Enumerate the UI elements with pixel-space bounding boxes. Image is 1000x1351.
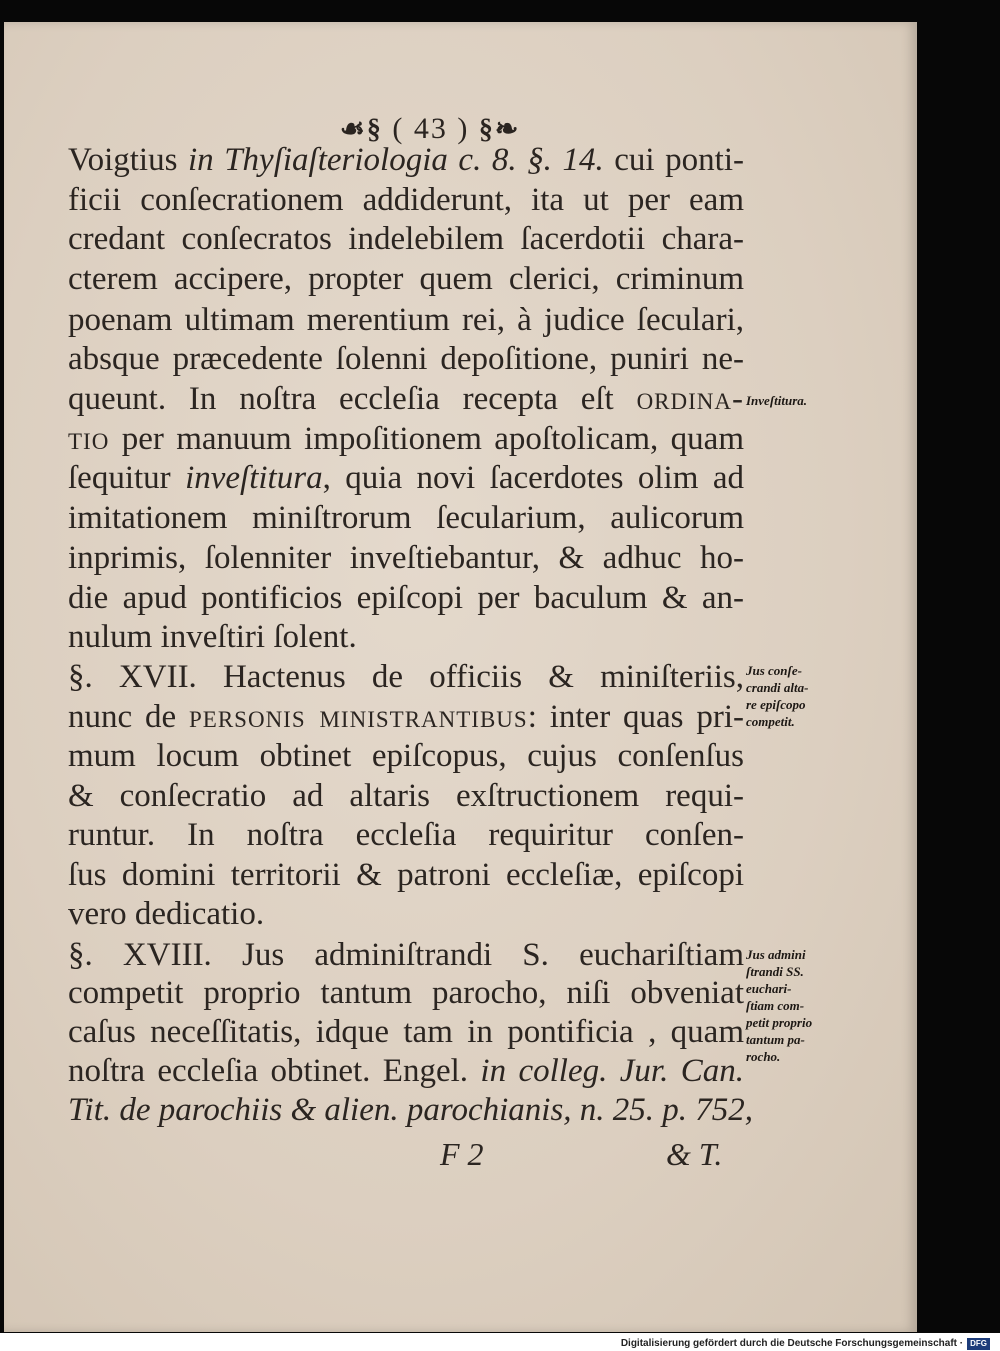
marginal-note-line: Jus conſe-	[746, 663, 802, 678]
marginal-note-line: tantum pa-	[746, 1032, 805, 1047]
catchword: & T.	[666, 1136, 723, 1172]
text-line	[68, 973, 744, 1013]
text-line	[68, 498, 744, 538]
text-line	[68, 617, 744, 657]
italic-text: inveſtitura	[185, 460, 323, 496]
text-line	[68, 736, 744, 776]
text-run: die apud pontificios epiſcopi per baculum & an-	[68, 580, 744, 616]
marginal-note-investitura	[746, 392, 846, 409]
small-caps-text: tio	[68, 421, 110, 457]
marginal-note-eucharist	[746, 946, 846, 1065]
text-line	[68, 578, 744, 618]
text-run: mum locum obtinet epiſcopus, cujus conſenſus	[68, 738, 744, 774]
text-line	[68, 339, 744, 379]
marginal-note-line: ſtiam com-	[746, 998, 805, 1013]
text-line	[68, 140, 744, 180]
text-run: competit proprio tantum parocho, niſi obveniat	[68, 975, 744, 1011]
text-run: Voigtius	[68, 142, 188, 178]
small-caps-text: personis ministrantibus	[188, 699, 528, 735]
text-line	[68, 894, 744, 934]
text-run: poenam ultimam merentium rei, à judice ſeculari,	[68, 302, 744, 338]
marginal-note-line: rocho.	[746, 1049, 781, 1064]
text-line	[68, 300, 744, 340]
text-run: §. XVIII. Jus adminiſtrandi S. euchariſtiam	[68, 937, 744, 973]
text-line	[68, 538, 744, 578]
marginal-note-line: petit proprio	[746, 1015, 813, 1030]
text-line	[68, 379, 744, 419]
italic-text: in Thyſiaſteriologia c. 8. §. 14.	[187, 142, 604, 178]
text-run: absque præcedente ſolenni depoſitione, puniri ne-	[68, 341, 744, 377]
text-run: nunc de	[68, 699, 189, 735]
text-run: caſus neceſſitatis, idque tam in pontificia , quam	[68, 1014, 744, 1050]
text-run: cui ponti-	[603, 142, 744, 178]
text-run: & conſecratio ad altaris exſtructionem requi-	[68, 778, 744, 814]
digitization-footer	[621, 1336, 990, 1351]
text-run: ſus domini territorii & patroni eccleſiæ, epiſcopi	[68, 857, 744, 893]
footer-text: Digitalisierung gefördert durch die Deutsche Forschungsgemeinschaft ·	[620, 1338, 964, 1349]
text-line	[68, 855, 744, 895]
marginal-note-line: euchari-	[746, 981, 792, 996]
text-line	[68, 1051, 744, 1091]
text-run: cterem accipere, propter quem clerici, criminum	[68, 261, 744, 297]
text-line	[68, 259, 744, 299]
text-run: imitationem miniſtrorum ſecularium, aulicorum	[68, 500, 744, 536]
text-line	[68, 776, 744, 816]
text-line	[68, 697, 744, 737]
italic-text: in colleg. Jur. Can.	[480, 1053, 744, 1089]
text-line	[68, 1012, 744, 1052]
small-caps-text: ordina-	[636, 381, 744, 417]
text-line	[68, 419, 744, 459]
text-run: runtur. In noſtra eccleſia requiritur conſen-	[68, 817, 744, 853]
text-run: noſtra eccleſia obtinet. Engel.	[68, 1053, 481, 1089]
text-line	[68, 219, 744, 259]
text-run: ſequitur	[68, 460, 186, 496]
text-run: vero dedicatio.	[68, 896, 265, 932]
marginal-note-line: ſtrandi SS.	[746, 964, 804, 979]
text-run: ficii conſecrationem addiderunt, ita ut per eam	[68, 182, 744, 218]
italic-text: Tit. de parochiis & alien. parochianis, n. 25. p. 752,	[68, 1092, 754, 1128]
text-run: per manuum impoſitionem apoſtolicam, quam	[109, 421, 744, 457]
marginal-note-line: re epiſcopo	[746, 697, 806, 712]
text-run: : inter quas pri-	[527, 699, 745, 735]
text-run: inprimis, ſolenniter inveſtiebantur, & adhuc ho-	[68, 540, 744, 576]
signature-mark: F 2	[440, 1136, 484, 1172]
marginal-note-line: Jus admini	[746, 947, 806, 962]
dfg-logo-icon: DFG	[967, 1338, 990, 1350]
text-run: nulum inveſtiri ſolent.	[68, 619, 357, 655]
text-line	[68, 935, 744, 975]
text-line	[68, 815, 744, 855]
page-number: ( 43 )	[392, 112, 470, 145]
marginal-note-line: crandi alta-	[746, 680, 809, 695]
text-line	[68, 1090, 754, 1130]
text-line	[68, 458, 744, 498]
text-line	[68, 180, 744, 220]
text-run: , quia novi ſacerdotes olim ad	[322, 460, 744, 496]
marginal-note-line: competit.	[746, 714, 795, 729]
text-run: §. XVII. Hactenus de officiis & miniſteriis,	[68, 659, 744, 695]
text-line	[68, 657, 744, 697]
ornament-left: ☙§	[339, 114, 383, 145]
text-run: queunt. In noſtra eccleſia recepta eſt	[68, 381, 637, 417]
marginal-note-line: Inveſtitura.	[746, 393, 808, 408]
text-run: credant conſecratos indelebilem ſacerdotii chara-	[68, 221, 744, 257]
ornament-right: §❧	[478, 114, 521, 145]
marginal-note-consecration	[746, 662, 846, 730]
